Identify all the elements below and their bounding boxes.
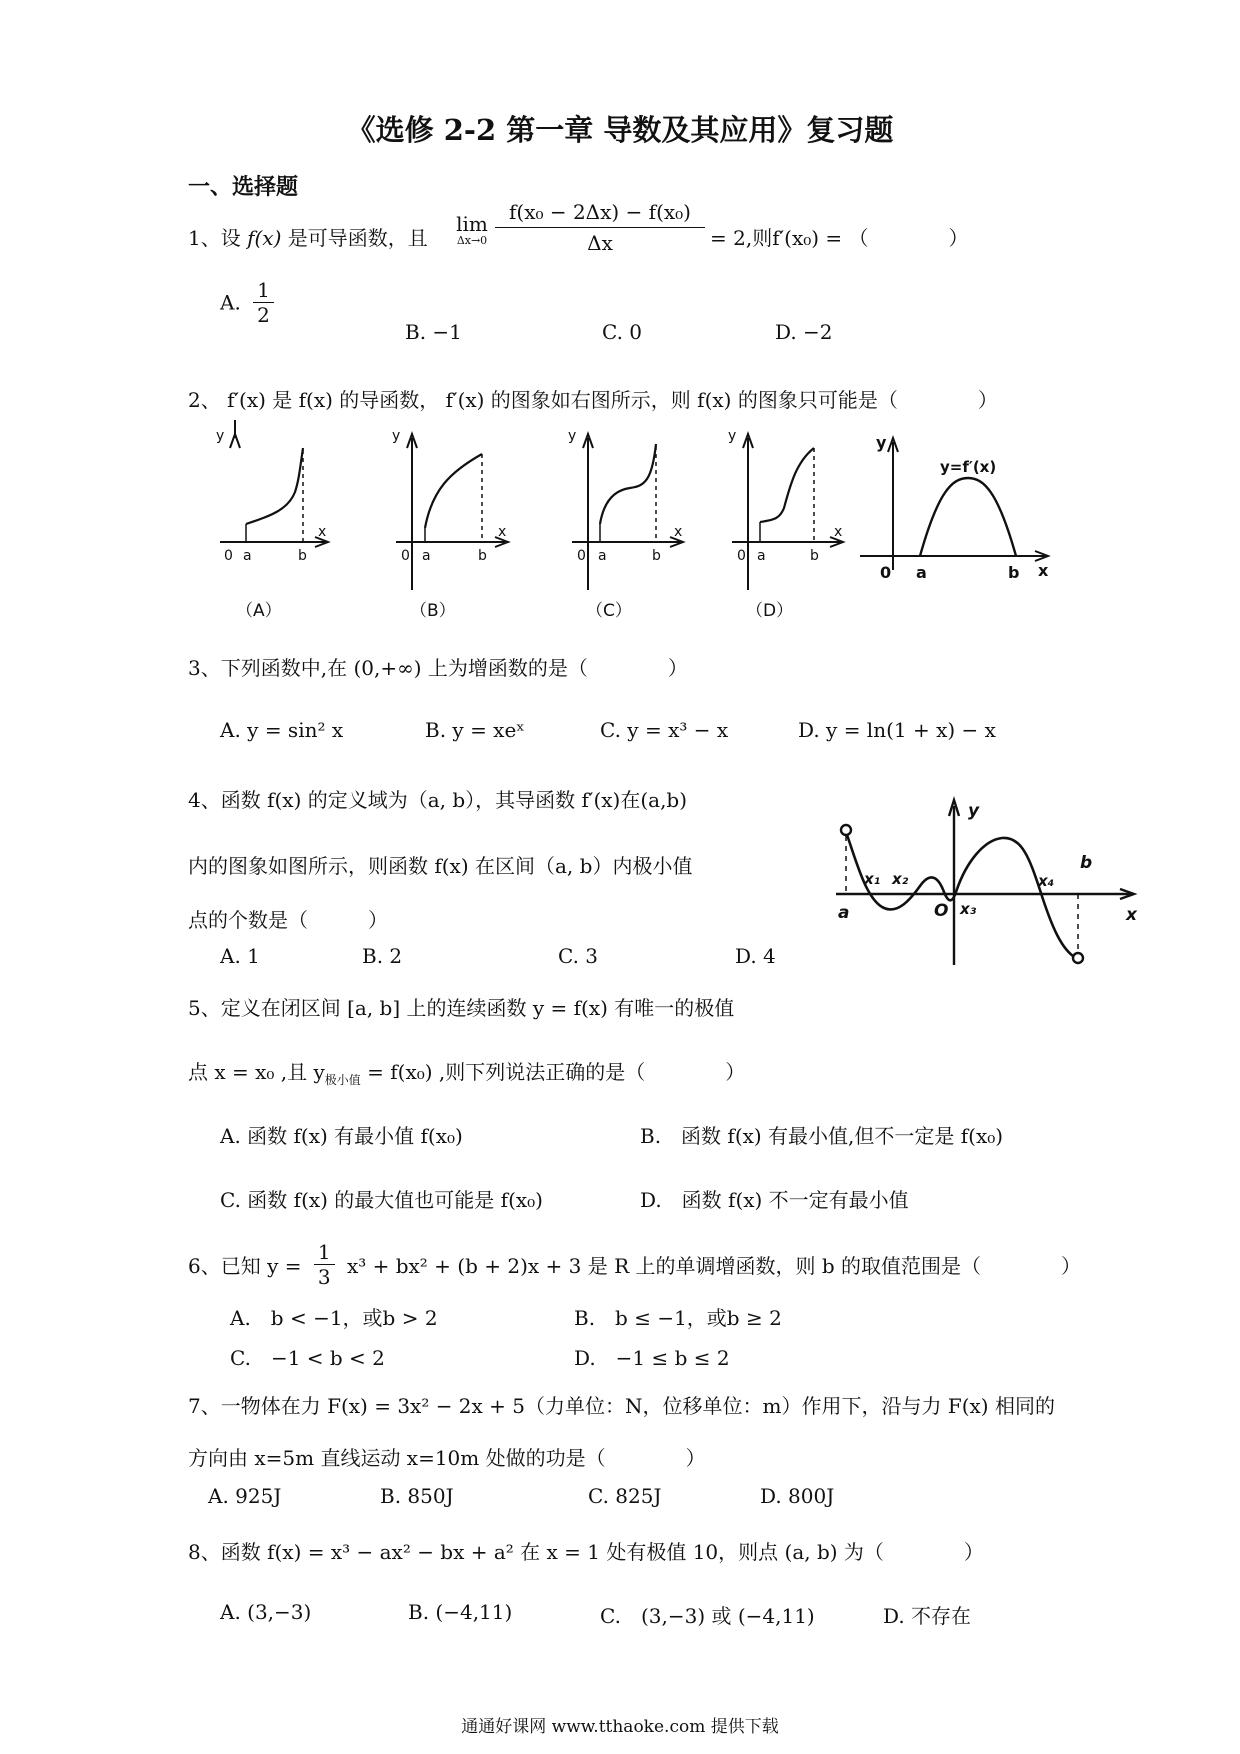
q2b-origin: 0 bbox=[401, 548, 410, 564]
question-8: 8、函数 f(x) = x³ − ax² − bx + a² 在 x = 1 处有极值 10，则点 (a, b) 为（ ） bbox=[188, 1540, 984, 1564]
q7-option-a: A. 925J bbox=[208, 1484, 282, 1508]
q4-x3-label: x₃ bbox=[960, 900, 977, 918]
q5-line-2-sub: 极小值 bbox=[324, 1073, 361, 1087]
question-2: 2、 f′(x) 是 f(x) 的导函数， f′(x) 的图象如右图所示，则 f(x) 的图象只可能是（ ） bbox=[188, 388, 998, 412]
section-heading: 一、选择题 bbox=[188, 174, 299, 200]
q2c-origin: 0 bbox=[577, 548, 586, 564]
q1-option-a-label: A. bbox=[220, 290, 241, 315]
q6-option-a: A. b < −1，或b > 2 bbox=[230, 1306, 438, 1330]
q1-numerator: f(x₀ − 2Δx) − f(x₀) bbox=[495, 200, 705, 228]
q6-option-c: C. −1 < b < 2 bbox=[230, 1346, 385, 1370]
q2-label-a: （A） bbox=[236, 601, 282, 621]
q6-denominator: 3 bbox=[317, 1265, 331, 1289]
q4-option-a: A. 1 bbox=[220, 944, 260, 968]
q8-option-a: A. (3,−3) bbox=[220, 1600, 312, 1624]
q1-fx: f(x) bbox=[247, 226, 282, 250]
q7-option-b: B. 850J bbox=[380, 1484, 454, 1508]
q2d-origin: 0 bbox=[737, 548, 746, 564]
q5-option-a: A. 函数 f(x) 有最小值 f(x₀) bbox=[220, 1124, 463, 1148]
q7-line-2: 方向由 x=5m 直线运动 x=10m 处做的功是（ ） bbox=[188, 1446, 706, 1470]
q4-x4-label: x₄ bbox=[1038, 872, 1055, 890]
q1-fraction bbox=[495, 200, 705, 255]
q4-x-label: x bbox=[1126, 905, 1137, 925]
q4-x2-label: x₂ bbox=[892, 870, 909, 888]
q1-option-a bbox=[220, 278, 280, 327]
q2b-a: a bbox=[422, 548, 431, 564]
q2d-y-label: y bbox=[728, 428, 737, 444]
ref-func-label: y=f′(x) bbox=[940, 458, 997, 476]
ref-parabola bbox=[920, 478, 1016, 556]
q5-line-2-post: = f(x₀) ,则下列说法正确的是（ ） bbox=[360, 1060, 746, 1084]
q6-tail: x³ + bx² + (b + 2)x + 3 是 R 上的单调增函数，则 b 的取值范围是（ ） bbox=[346, 1254, 1082, 1278]
q1-option-a-num: 1 bbox=[253, 278, 274, 303]
q2a-b: b bbox=[298, 548, 307, 564]
q3-option-b: B. y = xeˣ bbox=[425, 718, 525, 742]
ref-y-label: y bbox=[876, 433, 887, 452]
q8-option-c: C. (3,−3) 或 (−4,11) bbox=[600, 1604, 815, 1628]
q2a-x-label: x bbox=[318, 524, 327, 540]
q5-line-2-pre: 点 x = x₀ ,且 y bbox=[188, 1060, 325, 1084]
q6-option-b: B. b ≤ −1，或b ≥ 2 bbox=[574, 1306, 782, 1330]
q2a-a: a bbox=[243, 548, 252, 564]
q4-a-label: a bbox=[838, 903, 850, 923]
q2d-a: a bbox=[757, 548, 766, 564]
q3-option-c: C. y = x³ − x bbox=[600, 718, 729, 742]
q2a-y-label: y bbox=[216, 428, 225, 444]
q2b-b: b bbox=[478, 548, 487, 564]
q5-option-c: C. 函数 f(x) 的最大值也可能是 f(x₀) bbox=[220, 1188, 543, 1212]
q4-option-c: C. 3 bbox=[558, 944, 599, 968]
q2-label-d: （D） bbox=[746, 601, 794, 621]
q2d-x-label: x bbox=[834, 524, 843, 540]
q1-limit bbox=[452, 212, 492, 247]
q2a-origin: 0 bbox=[224, 548, 233, 564]
question-6 bbox=[188, 1240, 1081, 1289]
q2b-x-label: x bbox=[498, 524, 507, 540]
q2c-curve bbox=[600, 444, 656, 524]
q2-label-c: （C） bbox=[586, 601, 632, 621]
q4-option-d: D. 4 bbox=[735, 944, 776, 968]
q2b-curve bbox=[425, 454, 482, 528]
q2a-y-arrow bbox=[230, 434, 240, 448]
q4-line-3: 点的个数是（ ） bbox=[188, 908, 388, 932]
q2b-y-label: y bbox=[392, 428, 401, 444]
q1-prefix: 1、设 bbox=[188, 226, 241, 250]
q1-option-a-frac bbox=[253, 278, 274, 327]
q7-option-d: D. 800J bbox=[760, 1484, 835, 1508]
q2-label-b: （B） bbox=[410, 601, 456, 621]
q6-option-d: D. −1 ≤ b ≤ 2 bbox=[574, 1346, 730, 1370]
q1-option-a-den: 2 bbox=[257, 303, 270, 327]
q4-y-label: y bbox=[968, 801, 980, 821]
q3-option-d: D. y = ln(1 + x) − x bbox=[798, 718, 996, 742]
q4-x1-label: x₁ bbox=[864, 870, 881, 888]
q2-graphs bbox=[200, 420, 1080, 630]
q2c-b: b bbox=[652, 548, 661, 564]
q1-answer-paren: （ ） bbox=[848, 226, 969, 250]
q2d-b: b bbox=[810, 548, 819, 564]
ref-x-label: x bbox=[1038, 561, 1049, 580]
q2c-a: a bbox=[598, 548, 607, 564]
q2c-x-label: x bbox=[674, 524, 683, 540]
q7-option-c: C. 825J bbox=[588, 1484, 662, 1508]
q5-line-2 bbox=[188, 1056, 745, 1088]
q1-option-c: C. 0 bbox=[602, 320, 643, 344]
q4-option-b: B. 2 bbox=[362, 944, 403, 968]
page-title: 《选修 2-2 第一章 导数及其应用》复习题 bbox=[346, 113, 894, 147]
q5-option-d: D. 函数 f(x) 不一定有最小值 bbox=[640, 1188, 909, 1212]
q4-origin: O bbox=[934, 901, 949, 921]
question-3: 3、下列函数中,在 (0,+∞) 上为增函数的是（ ） bbox=[188, 656, 688, 680]
q6-fraction bbox=[314, 1240, 335, 1289]
q8-option-d: D. 不存在 bbox=[883, 1604, 972, 1628]
question-1 bbox=[188, 222, 428, 251]
q4-b-label: b bbox=[1080, 853, 1093, 873]
q1-lim-sub: Δx→0 bbox=[456, 234, 488, 247]
q1-mid: 是可导函数，且 bbox=[287, 226, 428, 250]
q2a-curve bbox=[246, 448, 303, 524]
ref-a: a bbox=[916, 563, 927, 582]
q7-line-1: 7、一物体在力 F(x) = 3x² − 2x + 5（力单位：N，位移单位：m）作用下，沿与力 F(x) 相同的 bbox=[188, 1394, 1055, 1418]
q6-prefix: 6、已知 y = bbox=[188, 1254, 302, 1278]
q5-line-1: 5、定义在闭区间 [a, b] 上的连续函数 y = f(x) 有唯一的极值 bbox=[188, 996, 735, 1020]
page-footer: 通通好课网 www.tthaoke.com 提供下载 bbox=[461, 1717, 779, 1737]
q8-option-b: B. (−4,11) bbox=[408, 1600, 513, 1624]
q4-graph bbox=[826, 790, 1146, 970]
q4-endpoint-a bbox=[841, 825, 851, 835]
ref-origin: 0 bbox=[880, 563, 892, 582]
q1-tail-text: = 2,则f′(x₀) = bbox=[710, 226, 843, 250]
q4-endpoint-b bbox=[1073, 953, 1083, 963]
ref-b: b bbox=[1008, 563, 1020, 582]
q1-option-d: D. −2 bbox=[775, 320, 833, 344]
q2d-curve bbox=[760, 448, 814, 522]
q4-line-2: 内的图象如图所示，则函数 f(x) 在区间（a, b）内极小值 bbox=[188, 854, 693, 878]
q1-denominator: Δx bbox=[587, 231, 613, 255]
q1-lim-word: lim bbox=[456, 212, 488, 236]
q3-option-a: A. y = sin² x bbox=[220, 718, 344, 742]
q4-line-1: 4、函数 f(x) 的定义域为（a, b），其导函数 f′(x)在(a,b) bbox=[188, 788, 688, 812]
q1-tail bbox=[710, 222, 969, 251]
q2c-y-label: y bbox=[568, 428, 577, 444]
q1-option-b: B. −1 bbox=[405, 320, 462, 344]
q6-numerator: 1 bbox=[314, 1240, 335, 1265]
q5-option-b: B. 函数 f(x) 有最小值,但不一定是 f(x₀) bbox=[640, 1124, 1004, 1148]
